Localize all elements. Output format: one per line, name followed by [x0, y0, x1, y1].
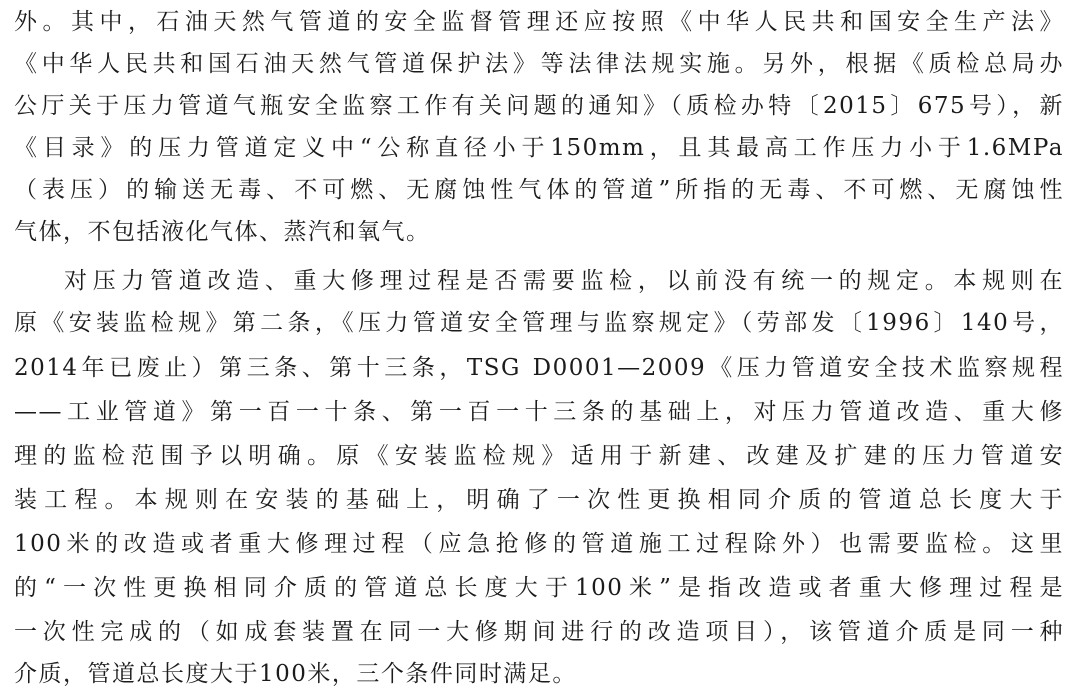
text-line: 气体，不包括液化气体、蒸汽和氧气。	[14, 219, 431, 245]
text-line: 理的监检范围予以明确。原《安装监检规》适用于新建、改建及扩建的压力管道安	[14, 443, 1064, 469]
text-line: 公厅关于压力管道气瓶安全监察工作有关问题的通知》（质检办特〔2015〕675号），新	[14, 93, 1064, 119]
text-line: 2014年已废止）第三条、第十三条，TSG D0001—2009《压力管道安全技术监察规程	[14, 355, 1064, 381]
text-line: 100米的改造或者重大修理过程（应急抢修的管道施工过程除外）也需要监检。这里	[14, 531, 1064, 557]
text-line: 原《安装监检规》第二条，《压力管道安全管理与监察规定》（劳部发〔1996〕140号，	[14, 310, 1064, 336]
text-line: （表压）的输送无毒、不可燃、无腐蚀性气体的管道”所指的无毒、不可燃、无腐蚀性	[14, 177, 1064, 203]
text-line: 的“一次性更换相同介质的管道总长度大于100米”是指改造或者重大修理过程是	[14, 575, 1064, 601]
text-line: 《目录》的压力管道定义中“公称直径小于150mm，且其最高工作压力小于1.6MPa	[14, 135, 1064, 161]
paragraph-first-line: 对压力管道改造、重大修理过程是否需要监检，以前没有统一的规定。本规则在	[64, 268, 1064, 294]
text-line: 介质，管道总长度大于100米，三个条件同时满足。	[14, 661, 577, 687]
text-line: 《中华人民共和国石油天然气管道保护法》等法律法规实施。另外，根据《质检总局办	[14, 51, 1064, 77]
text-line: ——工业管道》第一百一十条、第一百一十三条的基础上，对压力管道改造、重大修	[14, 399, 1064, 425]
text-line: 外。其中，石油天然气管道的安全监督管理还应按照《中华人民共和国安全生产法》	[14, 9, 1064, 35]
text-line: 装工程。本规则在安装的基础上，明确了一次性更换相同介质的管道总长度大于	[14, 487, 1064, 513]
text-line: 一次性完成的（如成套装置在同一大修期间进行的改造项目），该管道介质是同一种	[14, 619, 1064, 645]
